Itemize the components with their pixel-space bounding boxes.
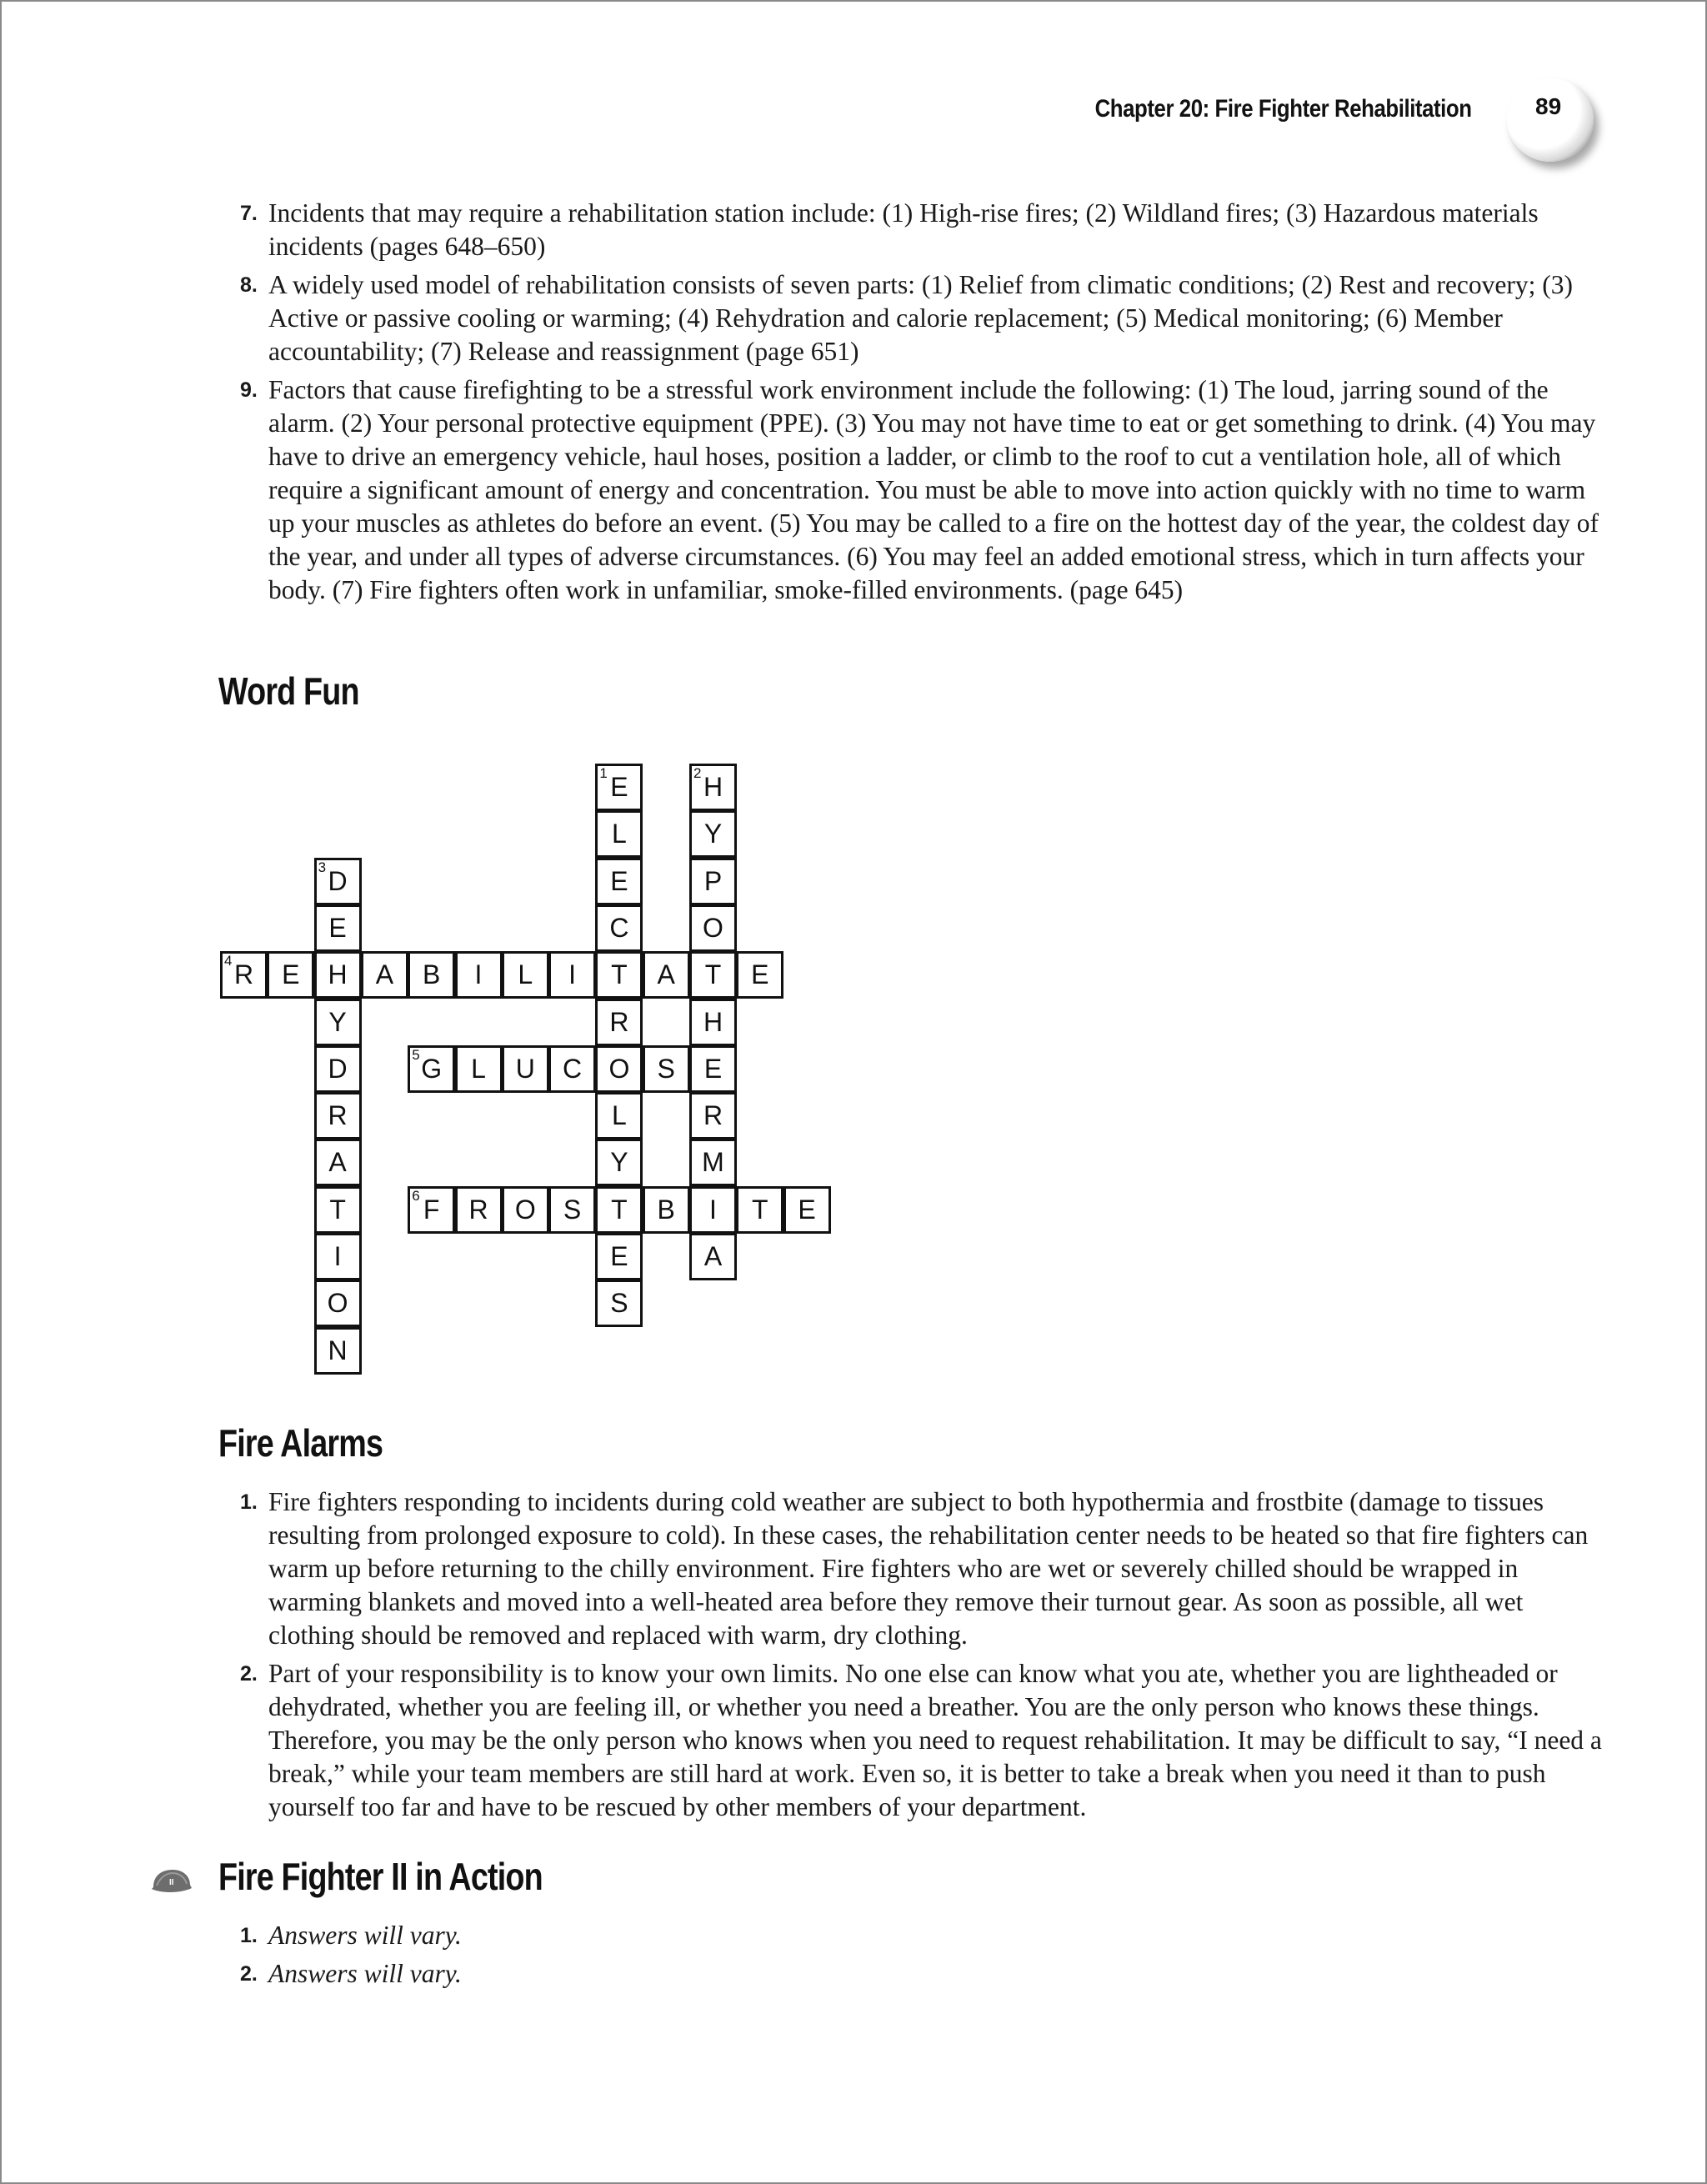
item-number: 1. xyxy=(240,1924,258,1947)
crossword-cell: S xyxy=(548,1186,596,1234)
crossword-cell: C xyxy=(595,904,643,952)
crossword-cell: E xyxy=(595,1233,643,1280)
crossword-cell: L xyxy=(595,1092,643,1140)
crossword-cell: T xyxy=(595,951,643,999)
fire-alarms-heading: Fire Alarms xyxy=(218,1421,383,1465)
crossword-cell: E xyxy=(689,1045,737,1093)
crossword-cell: R xyxy=(455,1186,503,1234)
crossword-cell: T xyxy=(736,1186,783,1234)
list-item xyxy=(218,1657,1602,1824)
crossword-cell: S xyxy=(595,1280,643,1327)
crossword-cell: G xyxy=(408,1045,455,1093)
crossword-cell: T xyxy=(595,1186,643,1234)
list-item xyxy=(218,1957,1602,1991)
crossword-cell: S xyxy=(643,1045,690,1093)
item-number: 2. xyxy=(240,1662,258,1686)
crossword-cell: T xyxy=(314,1186,362,1234)
crossword-cell: O xyxy=(689,904,737,952)
crossword-cell: Y xyxy=(595,1139,643,1186)
crossword-cell: Y xyxy=(689,810,737,858)
crossword-cell: E xyxy=(783,1186,831,1234)
page-number: 89 xyxy=(1535,93,1562,119)
crossword-cell: R xyxy=(314,1092,362,1140)
crossword-clue-number: 6 xyxy=(412,1187,420,1204)
crossword-cell: L xyxy=(595,810,643,858)
crossword-cell: A xyxy=(689,1233,737,1280)
item-number: 9. xyxy=(240,378,258,402)
crossword-cell: I xyxy=(314,1233,362,1280)
crossword-cell: I xyxy=(548,951,596,999)
crossword-cell: B xyxy=(643,1186,690,1234)
crossword-cell: H xyxy=(314,951,362,999)
crossword-cell: T xyxy=(689,951,737,999)
crossword-cell: H xyxy=(689,999,737,1046)
crossword-clue-number: 5 xyxy=(412,1046,420,1063)
crossword-cell: R xyxy=(689,1092,737,1140)
ff2-answers-list xyxy=(218,1919,1602,1996)
list-item xyxy=(218,1919,1602,1952)
crossword-cell: E xyxy=(595,858,643,905)
crossword-cell: O xyxy=(314,1280,362,1327)
fire-alarms-list xyxy=(218,1485,1602,1829)
list-item xyxy=(218,1485,1602,1652)
crossword-cell: L xyxy=(502,951,549,999)
crossword-cell: I xyxy=(689,1186,737,1234)
crossword-clue-number: 2 xyxy=(693,765,702,781)
crossword-cell: Y xyxy=(314,999,362,1046)
crossword-clue-number: 3 xyxy=(318,859,327,875)
crossword-cell: C xyxy=(548,1045,596,1093)
crossword-cell: E xyxy=(736,951,783,999)
item-text: Part of your responsibility is to know your own limits. No one else can know what you ate, whether you are lightheaded or dehydrated, whether you are feeling ill, or whether you need a breather. You are the only person who knows these things. Therefore, you may be the only person who knows when you need to request rehabilitation. It may be difficult to say, “I need a break,” while your team members are still hard at work. Even so, it is better to take a break when you need it than to push yourself too far and have to be rescued by other members of your department. xyxy=(268,1659,1602,1821)
crossword-cell: D xyxy=(314,1045,362,1093)
running-head: Chapter 20: Fire Fighter Rehabilitation xyxy=(1095,95,1472,123)
crossword-cell: O xyxy=(595,1045,643,1093)
crossword-cell: A xyxy=(361,951,408,999)
crossword-cell: I xyxy=(455,951,503,999)
item-text: Incidents that may require a rehabilitation station include: (1) High-rise fires; (2) Wildland fires; (3) Hazardous materials incidents (pages 648–650) xyxy=(268,198,1539,261)
crossword-cell: L xyxy=(455,1045,503,1093)
item-text: Answers will vary. xyxy=(268,1921,462,1950)
list-item xyxy=(218,268,1602,368)
word-fun-heading: Word Fun xyxy=(218,669,359,713)
crossword-cell: A xyxy=(643,951,690,999)
ff2-in-action-heading: Fire Fighter II in Action xyxy=(218,1855,543,1898)
crossword-cell: H xyxy=(689,764,737,811)
page-number-tab xyxy=(1507,78,1594,162)
crossword-cell: A xyxy=(314,1139,362,1186)
fire-helmet-icon xyxy=(150,1867,193,1896)
item-number: 7. xyxy=(240,202,258,225)
svg-text:II: II xyxy=(169,1878,174,1887)
crossword-cell: D xyxy=(314,858,362,905)
crossword-cell: E xyxy=(267,951,314,999)
crossword-cell: B xyxy=(408,951,455,999)
crossword-cell: E xyxy=(314,904,362,952)
crossword-cell: F xyxy=(408,1186,455,1234)
crossword-cell: O xyxy=(502,1186,549,1234)
crossword-cell: N xyxy=(314,1327,362,1375)
list-item xyxy=(218,373,1602,607)
item-number: 2. xyxy=(240,1962,258,1986)
crossword-cell: P xyxy=(689,858,737,905)
item-number: 1. xyxy=(240,1490,258,1514)
item-text: Answers will vary. xyxy=(268,1959,462,1988)
crossword-cell: R xyxy=(220,951,268,999)
crossword-clue-number: 1 xyxy=(599,765,608,781)
item-number: 8. xyxy=(240,273,258,297)
item-text: A widely used model of rehabilitation consists of seven parts: (1) Relief from climatic conditions; (2) Rest and recovery; (3) Active or passive cooling or warming; (4) Rehydration and calorie replacement; (5) Medical monitoring; (6) Member accountability; (7) Release and reassignment (page 651) xyxy=(268,270,1573,366)
crossword-cell: U xyxy=(502,1045,549,1093)
answers-list-top xyxy=(218,197,1602,612)
item-text: Factors that cause firefighting to be a stressful work environment include the following: (1) The loud, jarring sound of the alarm. (2) Your personal protective equipment (PPE). (3) You may not have time to eat or get something to drink. (4) You may have to drive an emergency vehicle, haul hoses, position a ladder, or climb to the roof to cut a ventilation hole, all of which require a significant amount of energy and concentration. You must be able to move into action quickly with no time to warm up your muscles as athletes do before an event. (5) You may be called to a fire on the hottest day of the year, the coldest day of the year, and under all types of adverse circumstances. (6) You may feel an added emotional stress, which in turn affects your body. (7) Fire fighters often work in unfamiliar, smoke-filled environments. (page 645) xyxy=(268,375,1599,604)
crossword-cell: M xyxy=(689,1139,737,1186)
list-item xyxy=(218,197,1602,263)
crossword-clue-number: 4 xyxy=(224,953,233,969)
item-text: Fire fighters responding to incidents during cold weather are subject to both hypothermia and frostbite (damage to tissues resulting from prolonged exposure to cold). In these cases, the rehabilitation center needs to be heated so that fire fighters can warm up before returning to the chilly environment. Fire fighters who are wet or severely chilled should be wrapped in warming blankets and moved into a well-heated area before they remove their turnout gear. As soon as possible, all wet clothing should be removed and replaced with warm, dry clothing. xyxy=(268,1487,1589,1650)
crossword-cell: E xyxy=(595,764,643,811)
crossword-cell: R xyxy=(595,999,643,1046)
